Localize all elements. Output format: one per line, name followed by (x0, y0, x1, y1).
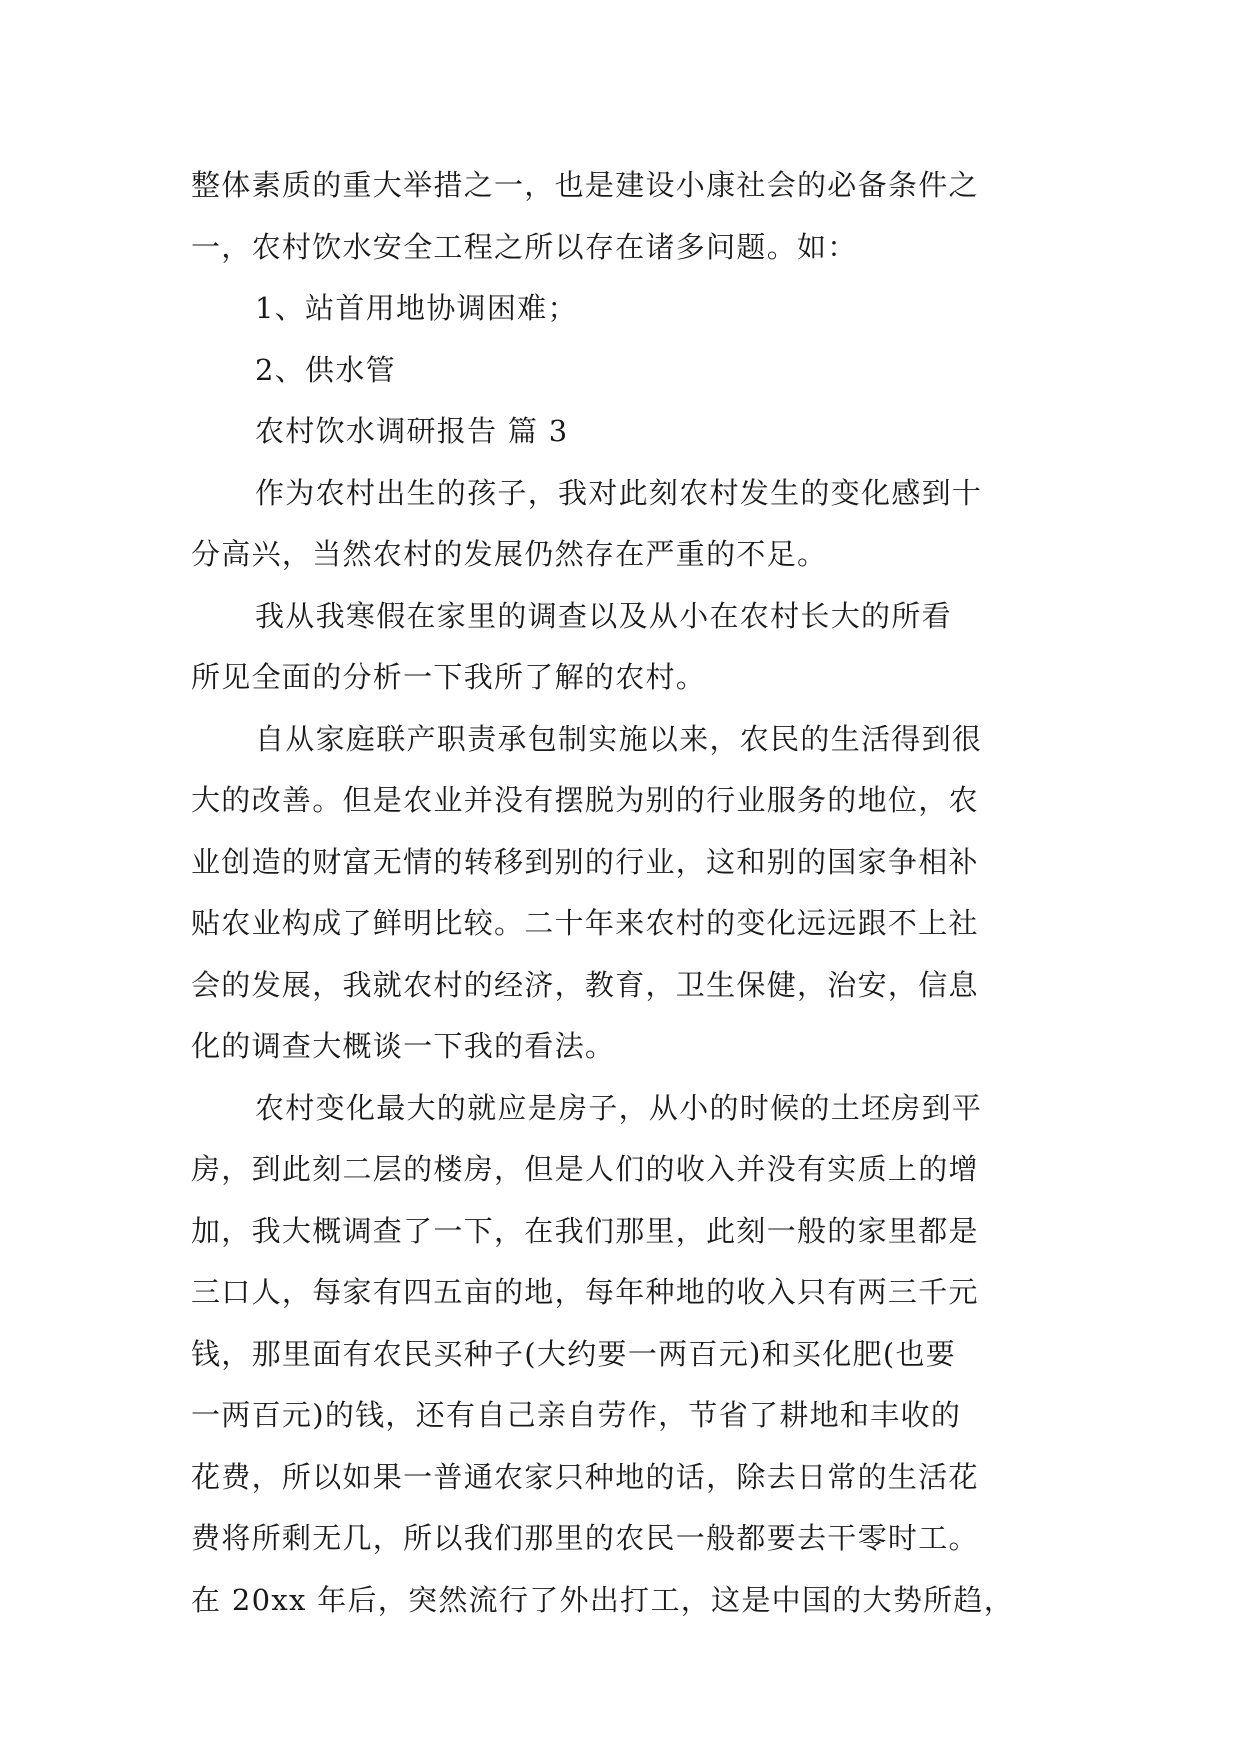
body-line: 大的改善。但是农业并没有摆脱为别的行业服务的地位，农 (191, 783, 979, 817)
body-line: 业创造的财富无情的转移到别的行业，这和别的国家争相补 (191, 844, 979, 879)
document-body (191, 155, 1071, 1631)
body-line: 一，农村饮水安全工程之所以存在诸多问题。如： (191, 229, 858, 264)
body-line: 在 20xx 年后，突然流行了外出打工，这是中国的大势所趋， (191, 1582, 1015, 1617)
body-line: 整体素质的重大举措之一，也是建设小康社会的必备条件之 (191, 168, 979, 202)
list-item: 2、供水管 (255, 352, 396, 387)
body-line: 所见全面的分析一下我所了解的农村。 (191, 660, 707, 694)
body-line: 费将所剩无几，所以我们那里的农民一般都要去干零时工。 (191, 1521, 979, 1555)
body-line: 分高兴，当然农村的发展仍然存在严重的不足。 (191, 537, 828, 571)
body-line: 钱，那里面有农民买种子(大约要一两百元)和买化肥(也要 (191, 1336, 957, 1371)
body-line: 房，到此刻二层的楼房，但是人们的收入并没有实质上的增 (191, 1152, 979, 1186)
paragraph-start-line: 农村变化最大的就应是房子，从小的时候的土坯房到平 (255, 1090, 983, 1125)
list-item: 1、站首用地协调困难； (255, 291, 578, 325)
body-line: 化的调查大概谈一下我的看法。 (191, 1029, 616, 1063)
body-line: 加，我大概调查了一下，在我们那里，此刻一般的家里都是 (191, 1213, 979, 1248)
paragraph-start-line: 自从家庭联产职责承包制实施以来，农民的生活得到很 (255, 721, 983, 756)
body-line: 一两百元)的钱，还有自己亲自劳作，节省了耕地和丰收的 (191, 1398, 962, 1432)
paragraph-start-line: 作为农村出生的孩子，我对此刻农村发生的变化感到十 (255, 475, 983, 510)
body-line: 花费，所以如果一普通农家只种地的话，除去日常的生活花 (191, 1459, 979, 1494)
body-line: 会的发展，我就农村的经济，教育，卫生保健，治安，信息 (191, 967, 979, 1002)
body-line: 三口人，每家有四五亩的地，每年种地的收入只有两三千元 (191, 1275, 979, 1309)
body-line: 贴农业构成了鲜明比较。二十年来农村的变化远远跟不上社 (191, 906, 979, 940)
section-heading: 农村饮水调研报告 篇 3 (255, 414, 569, 448)
paragraph-start-line: 我从我寒假在家里的调查以及从小在农村长大的所看 (255, 598, 952, 633)
